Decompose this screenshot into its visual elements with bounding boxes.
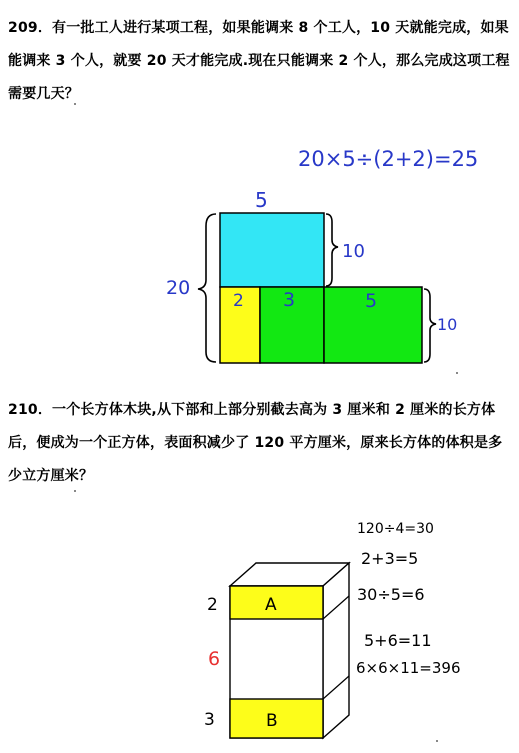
label-middle-6: 6 (208, 648, 221, 670)
label-left-total: 20 (166, 277, 191, 299)
work-line-5: 6×6×11=396 (356, 659, 461, 677)
label-block-b: B (266, 711, 278, 731)
cyan-rect (220, 213, 324, 287)
brace-left (198, 214, 216, 362)
label-top-2: 2 (207, 595, 218, 615)
label-top-height: 10 (342, 241, 365, 262)
formula-209: 20×5÷(2+2)=25 (298, 147, 479, 171)
dot-mark (456, 372, 458, 374)
dot-mark (436, 740, 438, 742)
brace-top-right (326, 214, 338, 286)
work-line-4: 5+6=11 (364, 631, 432, 650)
brace-bottom-right (424, 289, 436, 362)
label-seg2: 3 (283, 289, 296, 311)
diagram-209 (166, 147, 478, 363)
dot-mark (74, 490, 76, 492)
label-bottom-height: 10 (437, 315, 458, 334)
label-seg1: 2 (233, 291, 244, 311)
box-side-face (323, 563, 349, 738)
work-line-2: 2+3=5 (361, 549, 419, 568)
dot-mark (74, 103, 76, 105)
label-seg3: 5 (365, 290, 378, 312)
work-line-1: 120÷4=30 (357, 521, 434, 537)
work-line-3: 30÷5=6 (357, 585, 425, 604)
problem-210-text: 210．一个长方体木块,从下部和上部分别截去高为 3 厘米和 2 厘米的长方体后，便成为一个正方体，表面积减少了 120 平方厘米，原来长方体的体积是多少立方厘米？ (8, 402, 503, 484)
label-bottom-3: 3 (204, 710, 215, 730)
label-top-width: 5 (255, 188, 268, 212)
diagram-210 (204, 521, 461, 738)
problem-209-text: 209．有一批工人进行某项工程，如果能调来 8 个工人，10 天就能完成，如果能调来 3 个人，就要 20 天才能完成.现在只能调来 2 个人，那么完成这项工程需要几天？ (8, 20, 510, 102)
label-block-a: A (265, 595, 277, 615)
